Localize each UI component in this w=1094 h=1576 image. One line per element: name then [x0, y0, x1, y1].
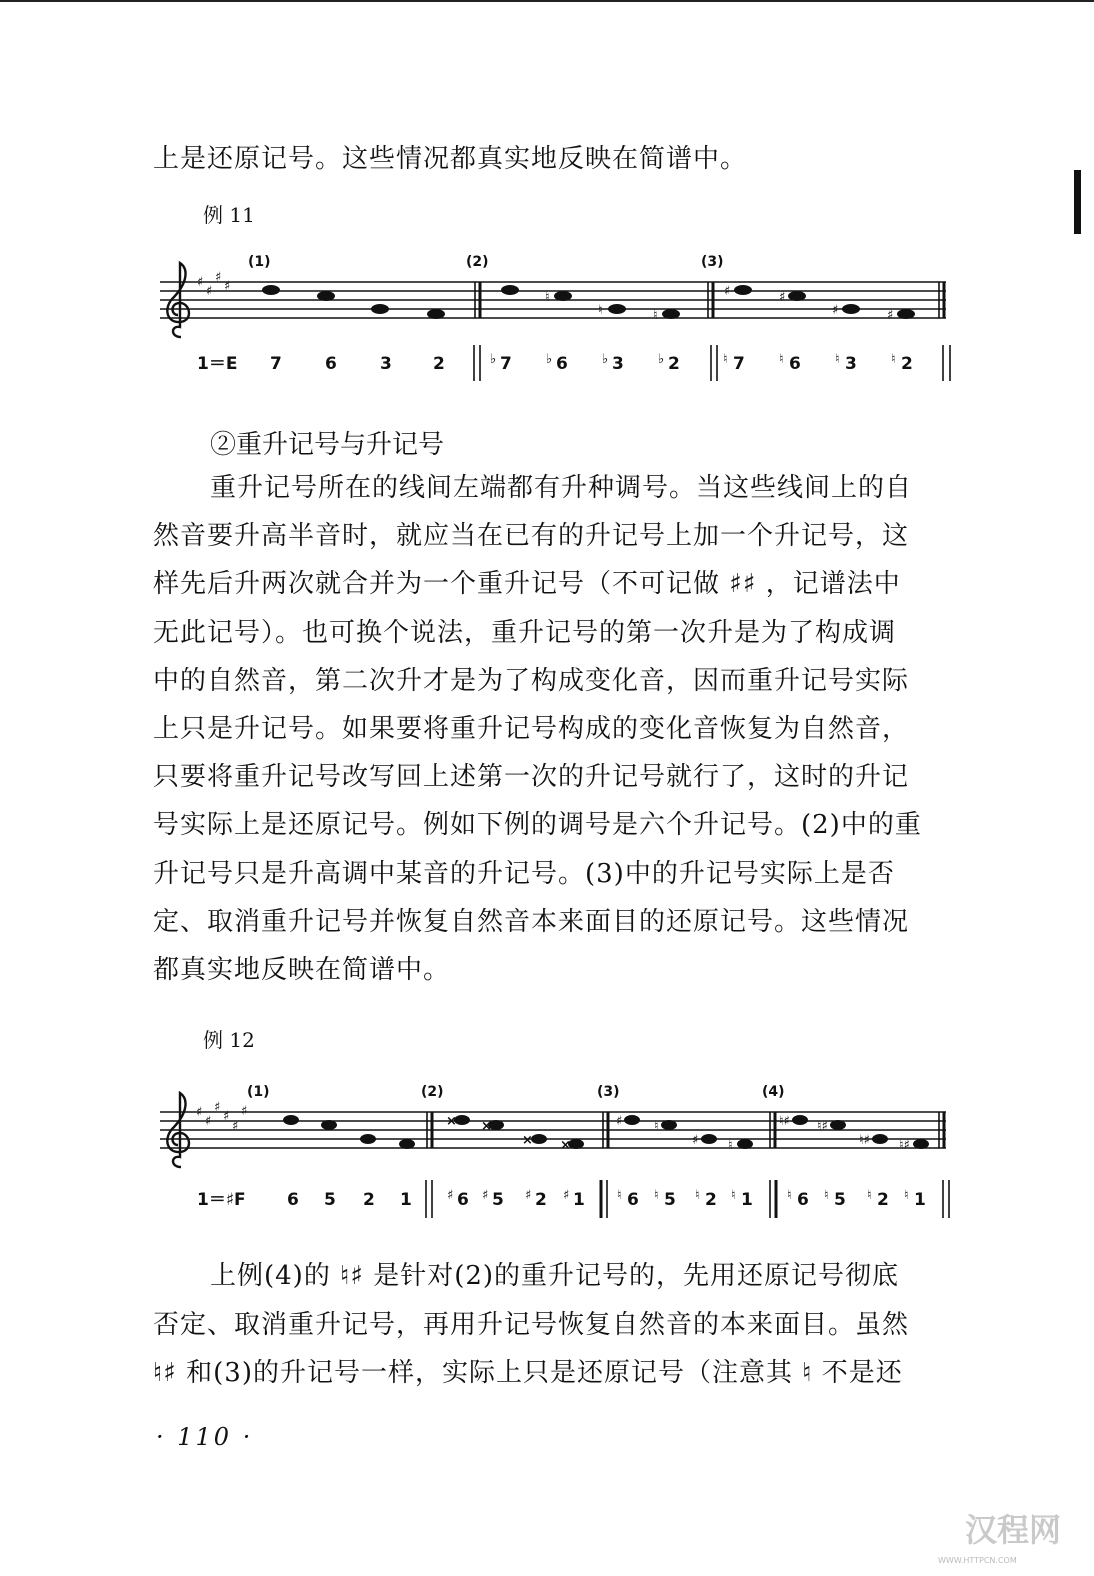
jianpu-note: 6 [556, 354, 568, 374]
note-head [913, 1139, 929, 1149]
svg-text:♯: ♯ [832, 303, 839, 318]
jianpu-accidental: ♮ [787, 1188, 792, 1203]
jianpu-note: 2 [901, 354, 913, 374]
jianpu-accidental: ♮ [779, 352, 784, 367]
svg-text:♯: ♯ [232, 1119, 239, 1134]
text-line: 号实际上是还原记号。例如下例的调号是六个升记号。(2)中的重 [153, 810, 922, 841]
example-11-label: 例 11 [203, 203, 255, 227]
jianpu-accidental: ♮ [695, 1188, 700, 1203]
jianpu-note: 3 [380, 354, 392, 374]
example-11-score [0, 245, 1094, 390]
text-line: ♮♯ 和(3)的升记号一样，实际上只是还原记号（注意其 ♮ 不是还 [153, 1358, 903, 1388]
key-signature-sharps [197, 270, 230, 299]
svg-text:♯: ♯ [215, 270, 222, 285]
svg-text:♮♯: ♮♯ [899, 1138, 910, 1153]
note-head [624, 1115, 640, 1125]
note-head [662, 309, 680, 319]
note-head [262, 285, 280, 295]
jianpu-accidental: ♭ [490, 352, 497, 367]
note-head [531, 1134, 547, 1144]
note-head [788, 291, 806, 301]
jianpu-note: 6 [457, 1190, 469, 1210]
svg-text:♯: ♯ [214, 1100, 221, 1115]
note-head [661, 1120, 677, 1130]
jianpu-note: 3 [612, 354, 624, 374]
jianpu-note: 2 [877, 1190, 889, 1210]
jianpu-note: 2 [668, 354, 680, 374]
jianpu-note: 5 [834, 1190, 846, 1210]
text-line: 中的自然音，第二次升才是为了构成变化音，因而重升记号实际 [153, 665, 910, 696]
text-line: 否定、取消重升记号，再用升记号恢复自然音的本来面目。虽然 [153, 1309, 910, 1340]
jianpu-note: 6 [627, 1190, 639, 1210]
jianpu-accidental: ♯ [482, 1188, 489, 1203]
jianpu-accidental: ♯ [563, 1188, 570, 1203]
svg-text:♮: ♮ [653, 308, 658, 323]
svg-text:♮: ♮ [545, 290, 550, 305]
jianpu-note: 5 [664, 1190, 676, 1210]
jianpu-accidental: ♯ [525, 1188, 532, 1203]
note-head [317, 291, 335, 301]
note-head [897, 309, 915, 319]
svg-text:♯: ♯ [241, 1104, 248, 1119]
note-head [842, 304, 860, 314]
svg-text:♯: ♯ [224, 279, 231, 294]
text-line: 上例(4)的 ♮♯ 是针对(2)的重升记号的，先用还原记号彻底 [210, 1261, 900, 1291]
svg-text:♯: ♯ [197, 275, 204, 290]
note-head [501, 285, 519, 295]
segment-label: (2) [466, 254, 489, 270]
page-number: · 110 · [156, 1423, 254, 1451]
jianpu-note: 5 [492, 1190, 504, 1210]
jianpu-note: 3 [845, 354, 857, 374]
note-head [830, 1120, 846, 1130]
text-line: 上只是升记号。如果要将重升记号构成的变化音恢复为自然音， [153, 714, 910, 744]
jianpu-accidental: ♮ [654, 1188, 659, 1203]
note-head [399, 1139, 415, 1149]
jianpu-note: 6 [325, 354, 337, 374]
note-head [792, 1115, 808, 1125]
page-edge-mark [1074, 170, 1081, 234]
segment-label: (3) [701, 254, 724, 270]
jianpu-note: 7 [500, 354, 512, 374]
jianpu-accidental: ♭ [546, 352, 553, 367]
jianpu-note: 2 [705, 1190, 717, 1210]
note-head [737, 1139, 753, 1149]
jianpu-accidental: ♮ [835, 352, 840, 367]
svg-text:♯: ♯ [692, 1133, 699, 1148]
note-head [872, 1134, 888, 1144]
jianpu-note: 2 [433, 354, 445, 374]
jianpu-note: 2 [535, 1190, 547, 1210]
svg-text:♯: ♯ [223, 1109, 230, 1124]
text-line: 无此记号）。也可换个说法，重升记号的第一次升是为了构成调 [153, 617, 897, 648]
svg-text:♯: ♯ [887, 308, 894, 323]
jianpu-accidental: ♮ [867, 1188, 872, 1203]
note-head [427, 309, 445, 319]
jianpu-accidental: ♮ [731, 1188, 736, 1203]
svg-text:×: × [481, 1119, 492, 1134]
segment-label: (1) [247, 1084, 270, 1100]
watermark-url: WWW.HTTPCN.COM [938, 1556, 1017, 1565]
jianpu-accidental: ♮ [904, 1188, 909, 1203]
top-border [0, 0, 1094, 2]
jianpu-accidental: ♮ [824, 1188, 829, 1203]
svg-text:♯: ♯ [724, 284, 731, 299]
svg-text:♮♯: ♮♯ [817, 1119, 828, 1134]
jianpu-note: 7 [270, 354, 282, 374]
svg-text:♮♯: ♮♯ [779, 1114, 790, 1129]
text-line: 样先后升两次就合并为一个重升记号（不可记做 ♯♯ ，记谱法中 [153, 569, 901, 600]
example-12-score [0, 1072, 1094, 1222]
example-12-label: 例 12 [203, 1028, 255, 1052]
jianpu-accidental: ♭ [658, 352, 665, 367]
jianpu-accidental: ♭ [602, 352, 609, 367]
jianpu-accidental: ♮ [723, 352, 728, 367]
note-head [360, 1134, 376, 1144]
jianpu-note: 2 [363, 1190, 375, 1210]
jianpu-accidental: ♮ [617, 1188, 622, 1203]
segment-label: (4) [762, 1084, 785, 1100]
key-signature-sharps [196, 1100, 247, 1134]
jianpu-note: 7 [733, 354, 745, 374]
segment-label: (1) [248, 254, 271, 270]
jianpu-note: 1 [400, 1190, 412, 1210]
jianpu-note: 1 [914, 1190, 926, 1210]
svg-text:♯: ♯ [206, 284, 213, 299]
watermark-logo: 汉程网 [965, 1511, 1062, 1549]
segment-label: (2) [421, 1084, 444, 1100]
text-line: 只要将重升记号改写回上述第一次的升记号就行了，这时的升记 [153, 762, 910, 793]
svg-text:♯: ♯ [205, 1114, 212, 1129]
text-line: 重升记号所在的线间左端都有升种调号。当这些线间上的自 [210, 473, 913, 503]
svg-text:♯: ♯ [779, 290, 786, 305]
section-heading: ②重升记号与升记号 [210, 430, 445, 460]
segment-label: (3) [597, 1084, 620, 1100]
note-head [608, 304, 626, 314]
text-line: 定、取消重升记号并恢复自然音本来面目的还原记号。这些情况 [153, 906, 910, 937]
jianpu-note: 6 [797, 1190, 809, 1210]
key-signature-text: 1＝E [197, 354, 238, 374]
note-head [283, 1115, 299, 1125]
svg-text:♮♯: ♮♯ [859, 1133, 870, 1148]
svg-text:♯: ♯ [616, 1114, 623, 1129]
svg-text:♮: ♮ [654, 1119, 659, 1134]
text-line: 升记号只是升高调中某音的升记号。(3)中的升记号实际上是否 [153, 858, 895, 889]
note-head [321, 1120, 337, 1130]
intro-line: 上是还原记号。这些情况都真实地反映在简谱中。 [153, 144, 748, 174]
svg-text:×: × [446, 1114, 457, 1129]
jianpu-note: 6 [287, 1190, 299, 1210]
svg-text:×: × [560, 1138, 571, 1153]
jianpu-note: 6 [789, 354, 801, 374]
note-head [371, 304, 389, 314]
note-head [554, 291, 572, 301]
svg-text:♮: ♮ [728, 1138, 733, 1153]
text-line: 然音要升高半音时，就应当在已有的升记号上加一个升记号，这 [153, 521, 910, 552]
svg-text:×: × [522, 1133, 533, 1148]
note-head [701, 1134, 717, 1144]
text-line: 都真实地反映在简谱中。 [153, 955, 451, 985]
note-head [734, 285, 752, 295]
key-signature-text: 1＝♯F [197, 1190, 246, 1210]
jianpu-accidental: ♯ [447, 1188, 454, 1203]
svg-text:♯: ♯ [196, 1105, 203, 1120]
svg-text:♮: ♮ [598, 303, 603, 318]
jianpu-note: 1 [573, 1190, 585, 1210]
jianpu-note: 5 [324, 1190, 336, 1210]
jianpu-note: 1 [741, 1190, 753, 1210]
jianpu-accidental: ♮ [891, 352, 896, 367]
